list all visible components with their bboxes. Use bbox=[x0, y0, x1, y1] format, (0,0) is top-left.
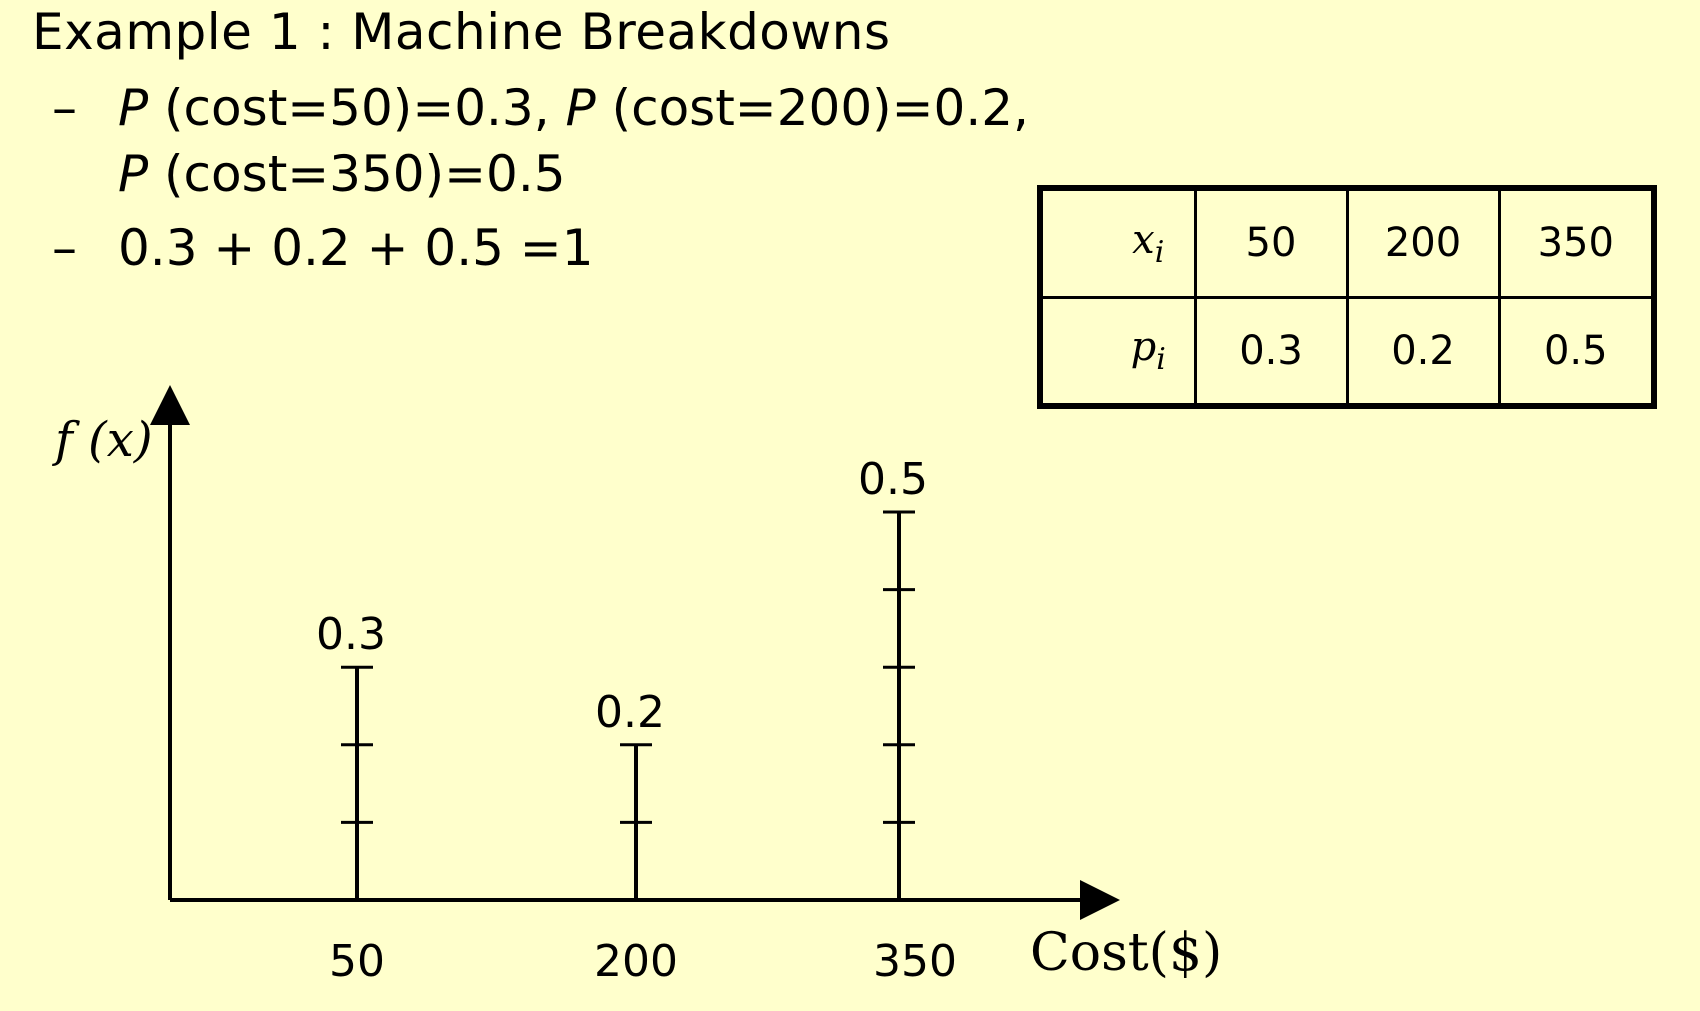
prob-symbol: P bbox=[565, 79, 596, 137]
table-header-p: $p_i$ bbox=[1043, 297, 1195, 403]
value-label: 0.3 bbox=[316, 609, 386, 661]
x-tick-label: 50 bbox=[329, 936, 385, 987]
value-label: 0.2 bbox=[595, 686, 665, 738]
table-cell: 0.5 bbox=[1499, 297, 1651, 403]
x-axis-label: Cost($) bbox=[1030, 923, 1223, 983]
x-tick-label: 200 bbox=[594, 936, 678, 987]
slide-title: Example 1 : Machine Breakdowns bbox=[32, 3, 891, 61]
table-cell: 200 bbox=[1347, 191, 1499, 297]
prob-expression: (cost=350)=0.5 bbox=[148, 145, 566, 203]
bullet-marker: – bbox=[52, 79, 77, 137]
bullet-marker: – bbox=[52, 219, 77, 277]
table-cell: 350 bbox=[1499, 191, 1651, 297]
prob-expression: (cost=50)=0.3, bbox=[148, 79, 566, 137]
y-axis-label: f (x) bbox=[55, 412, 153, 468]
value-label: 0.5 bbox=[858, 454, 928, 505]
table-cell: 0.2 bbox=[1347, 297, 1499, 403]
prob-symbol: P bbox=[118, 79, 149, 137]
x-tick-label: 350 bbox=[873, 936, 957, 987]
table-cell: 50 bbox=[1195, 191, 1347, 297]
prob-expression: (cost=200)=0.2, bbox=[595, 79, 1029, 137]
table-header-x: $x_i$ bbox=[1043, 191, 1195, 297]
prob-symbol: P bbox=[118, 145, 149, 203]
bullet-2-text: 0.3 + 0.2 + 0.5 =1 bbox=[118, 219, 594, 277]
table-cell: 0.3 bbox=[1195, 297, 1347, 403]
